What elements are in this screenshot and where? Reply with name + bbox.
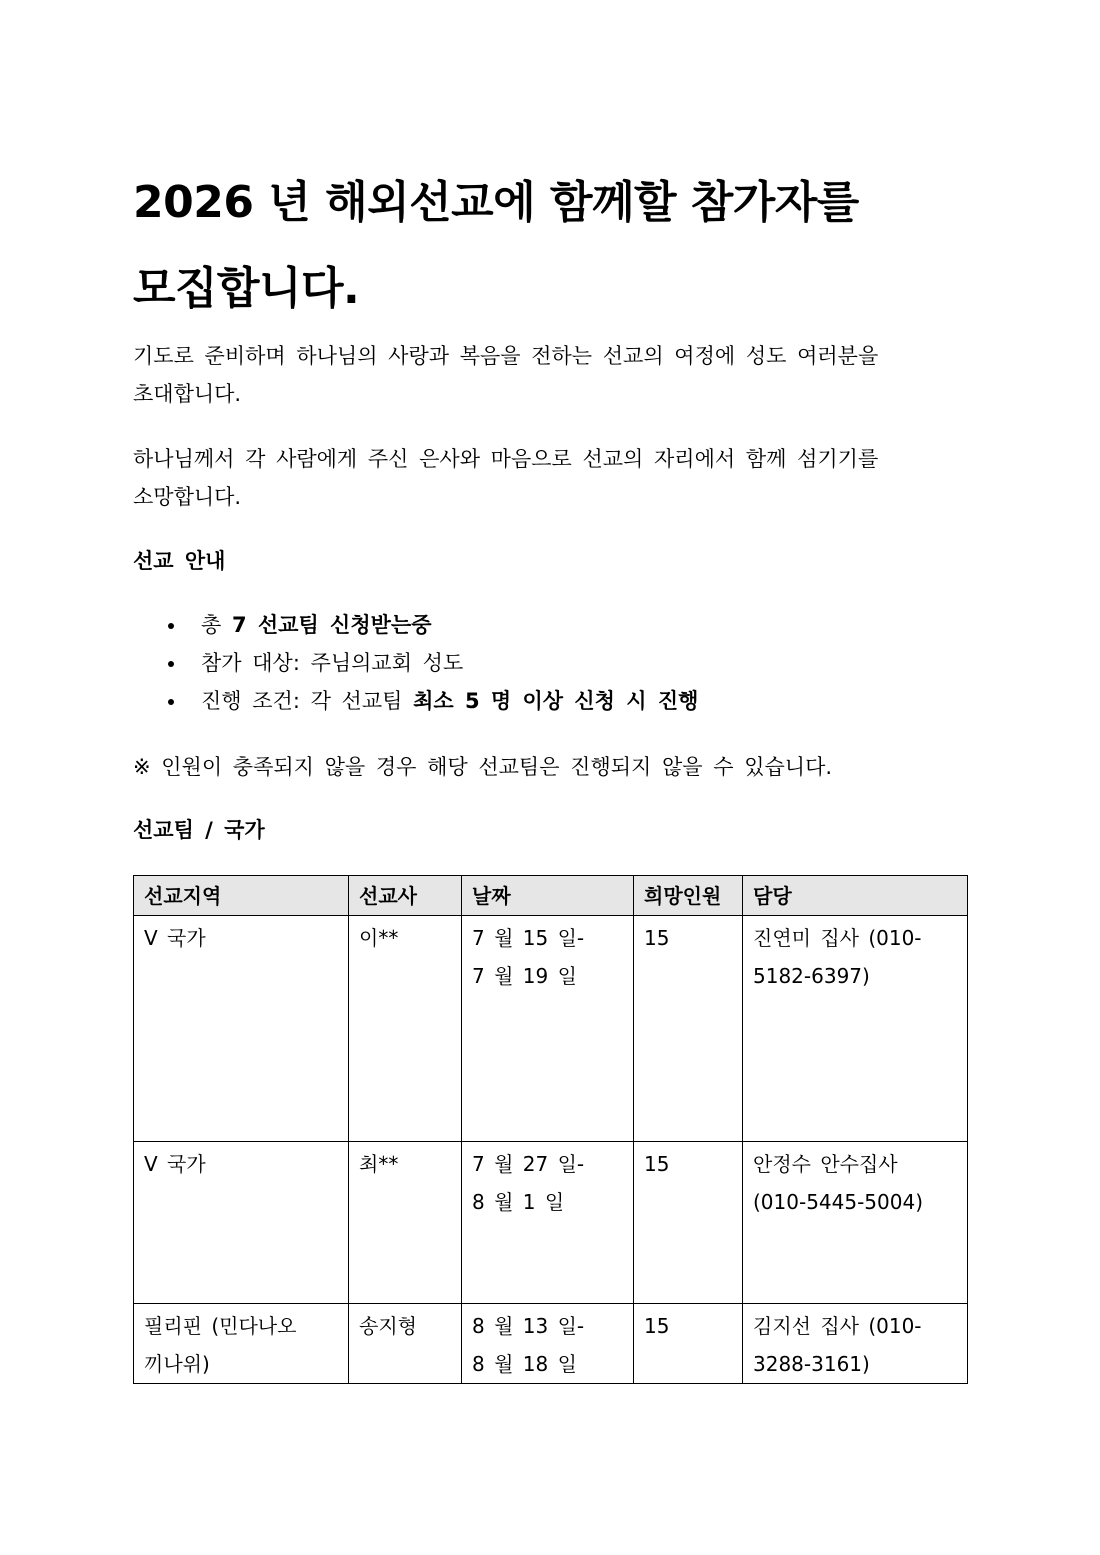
team-table-heading: 선교팀 / 국가 <box>133 818 265 842</box>
date-start: 7 월 15 일- <box>472 926 585 950</box>
bullet-text: 총 <box>201 613 232 637</box>
column-header-missionary: 선교사 <box>349 876 462 916</box>
title-line-1: 2026 년 해외선교에 함께할 참가자를 <box>133 177 859 228</box>
date-end: 8 월 1 일 <box>472 1190 565 1214</box>
paragraph-2-line-1: 하나님께서 각 사람에게 주신 은사와 마음으로 선교의 자리에서 함께 섬기기를 <box>133 447 879 471</box>
cell-capacity: 15 <box>634 1304 743 1384</box>
contact-line-1: 진연미 집사 (010- <box>753 926 922 950</box>
bullet-text: 진행 조건: 각 선교팀 <box>201 689 414 713</box>
bullet-text: 참가 대상: 주님의교회 성도 <box>201 651 464 675</box>
table-row <box>134 1304 968 1384</box>
guide-bullet-list <box>133 606 698 720</box>
cell-contact <box>743 1304 968 1384</box>
bullet-bold-text: 최소 5 명 이상 신청 시 진행 <box>413 689 699 713</box>
table-row <box>134 1142 968 1304</box>
column-header-date: 날짜 <box>462 876 634 916</box>
region-text-line-1: 필리핀 (민다나오 <box>144 1314 297 1338</box>
table-header-row <box>134 876 968 916</box>
mission-team-table <box>133 875 968 1384</box>
bullet-item-condition <box>133 682 698 720</box>
page-title <box>133 160 967 332</box>
cell-missionary: 최** <box>349 1142 462 1304</box>
cell-capacity: 15 <box>634 916 743 1142</box>
cell-date <box>462 1142 634 1304</box>
column-header-region: 선교지역 <box>134 876 349 916</box>
intro-paragraph-2 <box>133 440 945 516</box>
cell-date <box>462 1304 634 1384</box>
cell-region <box>134 1304 349 1384</box>
date-end: 7 월 19 일 <box>472 964 577 988</box>
notice-text: ※ 인원이 충족되지 않을 경우 해당 선교팀은 진행되지 않을 수 있습니다. <box>133 755 833 779</box>
contact-line-1: 안정수 안수집사 <box>753 1152 898 1176</box>
cell-capacity: 15 <box>634 1142 743 1304</box>
cell-missionary: 이** <box>349 916 462 1142</box>
region-text: V 국가 <box>144 1152 206 1176</box>
cell-contact <box>743 1142 968 1304</box>
cell-region <box>134 1142 349 1304</box>
paragraph-1-line-2: 초대합니다. <box>133 382 242 406</box>
title-line-2: 모집합니다. <box>133 263 360 314</box>
cell-contact <box>743 916 968 1142</box>
date-start: 8 월 13 일- <box>472 1314 585 1338</box>
paragraph-2-line-2: 소망합니다. <box>133 485 242 509</box>
bullet-item-teams <box>133 606 698 644</box>
bullet-bold-text: 7 선교팀 신청받는중 <box>231 613 432 637</box>
contact-line-2: (010-5445-5004) <box>753 1190 924 1214</box>
bullet-item-target <box>133 644 698 682</box>
paragraph-1-line-1: 기도로 준비하며 하나님의 사랑과 복음을 전하는 선교의 여정에 성도 여러분을 <box>133 344 879 368</box>
region-text-line-2: 끼나위) <box>144 1352 210 1376</box>
table-row <box>134 916 968 1142</box>
column-header-capacity: 희망인원 <box>634 876 743 916</box>
cell-missionary: 송지형 <box>349 1304 462 1384</box>
intro-paragraph-1 <box>133 337 945 413</box>
contact-line-2: 5182-6397) <box>753 964 870 988</box>
contact-line-2: 3288-3161) <box>753 1352 870 1376</box>
contact-line-1: 김지선 집사 (010- <box>753 1314 922 1338</box>
region-text: V 국가 <box>144 926 206 950</box>
date-end: 8 월 18 일 <box>472 1352 577 1376</box>
cell-region <box>134 916 349 1142</box>
bullet-dot-icon <box>168 623 174 629</box>
date-start: 7 월 27 일- <box>472 1152 585 1176</box>
cell-date <box>462 916 634 1142</box>
bullet-dot-icon <box>168 661 174 667</box>
column-header-contact: 담당 <box>743 876 968 916</box>
guide-heading: 선교 안내 <box>133 549 226 573</box>
bullet-dot-icon <box>168 699 174 705</box>
